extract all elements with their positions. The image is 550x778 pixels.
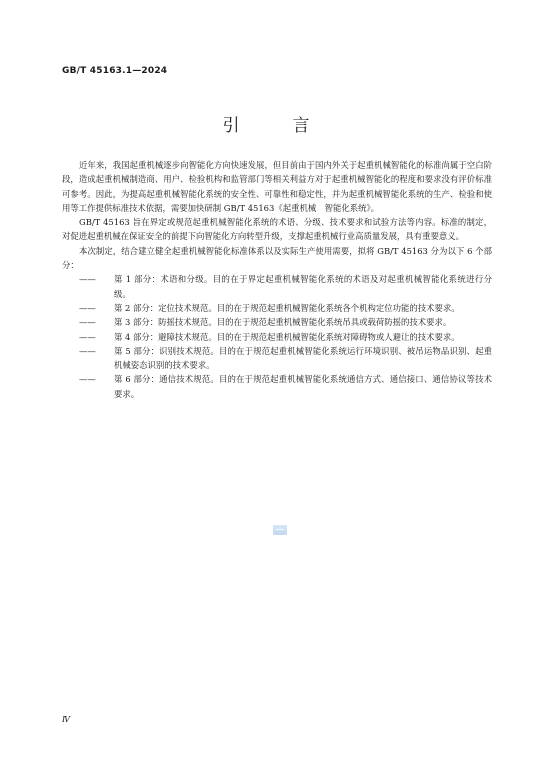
list-item-text: 第 1 部分：术语和分级。目的在于界定起重机械智能化系统的术语及对起重机械智能化系统进行分级。 (114, 274, 492, 299)
paragraph: 本次制定，结合建立健全起重机械智能化标准体系以及实际生产使用需要，拟将 GB/T 45163 分为以下 6 个部分： (62, 245, 492, 271)
page-number: Ⅳ (62, 715, 70, 724)
list-dash: —— (79, 317, 96, 328)
list-item (62, 372, 492, 401)
preface-body (62, 158, 492, 401)
list-item-text: 第 3 部分：防摇技术规范。目的在于规范起重机械智能化系统吊具或载荷防摇的技术要求。 (114, 317, 452, 328)
standard-number: GB/T 45163.1—2024 (62, 66, 168, 76)
list-dash: —— (79, 331, 96, 342)
list-item (62, 272, 492, 301)
list-item (62, 315, 492, 329)
list-dash: —— (79, 274, 96, 285)
page-title: 引 言 (222, 116, 328, 136)
list-item-text: 第 2 部分：定位技术规范。目的在于规范起重机械智能化系统各个机构定位功能的技术要求。 (114, 302, 460, 313)
list-item (62, 330, 492, 344)
list-item-text: 第 6 部分：通信技术规范。目的在于规范起重机械智能化系统通信方式、通信接口、通信协议等技术要求。 (114, 374, 492, 399)
paragraph: GB/T 45163 旨在界定或规范起重机械智能化系统的术语、分级、技术要求和试验方法等内容。标准的制定，对促进起重机械在保证安全的前提下向智能化方向转型升级，支撑起重机械行业高质量发展，具有重要意义。 (62, 217, 492, 242)
parts-list (62, 272, 492, 401)
list-dash: —— (79, 374, 96, 385)
list-dash: —— (79, 345, 96, 356)
paragraph: 近年来，我国起重机械逐步向智能化方向快速发展，但目前由于国内外关于起重机械智能化的标准尚属于空白阶段，造成起重机械制造商、用户、检验机构和监管部门等相关利益方对于起重机械智能化的程度和要求没有评价标准可参考。因此，为提高起重机械智能化系统的安全性、可靠性和稳定性，并为起重机械智能化系统的生产、检验和使用等工作提供标准技术依据，需要加快研制 GB/T 45163《起重机械 智能化系统》。 (62, 160, 492, 213)
list-item-text: 第 4 部分：避障技术规范。目的在于规范起重机械智能化系统对障碍物或人避让的技术要求。 (114, 331, 460, 342)
list-dash: —— (79, 302, 96, 313)
list-item (62, 344, 492, 373)
list-item-text: 第 5 部分：识别技术规范。目的在于规范起重机械智能化系统运行环境识别、被吊运物品识别、起重机械姿态识别的技术要求。 (114, 345, 492, 371)
list-item (62, 301, 492, 315)
watermark-stamp-icon (273, 525, 287, 535)
